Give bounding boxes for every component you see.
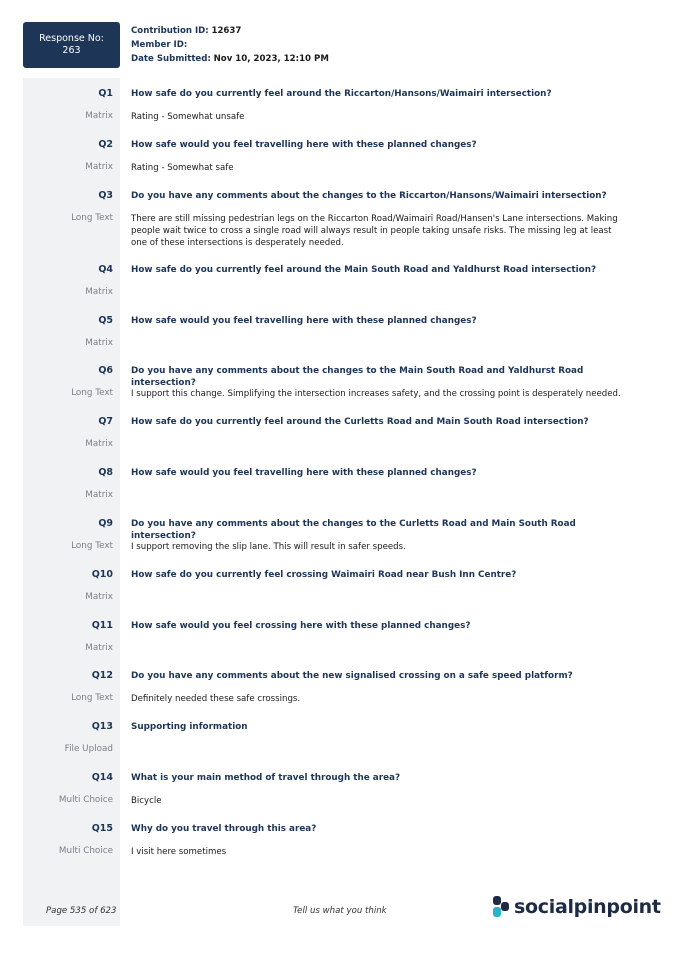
response-label: Response No: <box>39 33 104 44</box>
question-text: Do you have any comments about the changes to the Curletts Road and Main South Road intersection? <box>131 519 576 541</box>
socialpinpoint-logo <box>492 895 661 919</box>
question-number: Q11 <box>91 620 113 631</box>
question-type: Matrix <box>85 111 113 121</box>
question-type: Matrix <box>85 643 113 653</box>
question-number: Q5 <box>98 315 113 326</box>
question-type: Long Text <box>71 213 113 223</box>
question-number: Q3 <box>98 190 113 201</box>
logo-text: socialpinpoint <box>514 896 661 918</box>
question-number: Q2 <box>98 139 113 150</box>
date-submitted: Nov 10, 2023, 12:10 PM <box>213 54 329 64</box>
question-type: Matrix <box>85 490 113 500</box>
question-answer: I support this change. Simplifying the intersection increases safety, and the crossing point is desperately needed. <box>131 389 621 399</box>
question-number: Q15 <box>91 823 113 834</box>
question-text: How safe would you feel travelling here with these planned changes? <box>131 468 477 478</box>
question-text: How safe do you currently feel around the Main South Road and Yaldhurst Road intersection? <box>131 265 597 275</box>
question-number: Q14 <box>91 772 113 783</box>
question-number: Q9 <box>98 518 113 529</box>
response-number-badge <box>23 22 120 68</box>
question-number: Q1 <box>98 88 113 99</box>
date-label: Date Submitted: <box>131 54 211 64</box>
question-text: Do you have any comments about the changes to the Riccarton/Hansons/Waimairi intersection? <box>131 191 607 201</box>
question-number: Q7 <box>98 416 113 427</box>
question-answer: Rating - Somewhat safe <box>131 163 234 173</box>
question-text: How safe would you feel crossing here with these planned changes? <box>131 621 471 631</box>
question-number: Q4 <box>98 264 113 275</box>
question-answer: I support removing the slip lane. This will result in safer speeds. <box>131 542 406 552</box>
question-answer: Bicycle <box>131 796 162 806</box>
question-text: Do you have any comments about the changes to the Main South Road and Yaldhurst Road intersection? <box>131 366 584 388</box>
member-label: Member ID: <box>131 40 188 50</box>
question-answer: Rating - Somewhat unsafe <box>131 112 245 122</box>
page-number: Page 535 of 623 <box>46 906 117 916</box>
response-number: 263 <box>62 45 81 56</box>
question-type: Matrix <box>85 162 113 172</box>
question-answer: Definitely needed these safe crossings. <box>131 694 301 704</box>
question-text: How safe do you currently feel around the Curletts Road and Main South Road intersection? <box>131 417 589 427</box>
question-type: Long Text <box>71 388 113 398</box>
question-type: Matrix <box>85 287 113 297</box>
contribution-label: Contribution ID: <box>131 26 209 36</box>
socialpinpoint-logo-icon <box>492 895 510 919</box>
question-answer: I visit here sometimes <box>131 847 227 857</box>
question-text: What is your main method of travel through the area? <box>131 773 401 783</box>
footer-tagline: Tell us what you think <box>293 906 387 916</box>
question-number: Q10 <box>91 569 113 580</box>
question-answer: There are still missing pedestrian legs on the Riccarton Road/Waimairi Road/Hansen's Lane intersections. Making people wait twice to cross a single road will always result in people taking unsafe risks. The missing leg at least one of these intersections is desperately needed. <box>131 214 618 248</box>
question-type: Long Text <box>71 693 113 703</box>
contribution-id: 12637 <box>211 26 242 36</box>
question-text: How safe do you currently feel crossing Waimairi Road near Bush Inn Centre? <box>131 570 517 580</box>
question-text: How safe would you feel travelling here with these planned changes? <box>131 140 477 150</box>
question-type: Matrix <box>85 592 113 602</box>
question-number: Q13 <box>91 721 113 732</box>
question-type: Long Text <box>71 541 113 551</box>
question-text: How safe would you feel travelling here with these planned changes? <box>131 316 477 326</box>
question-text: Why do you travel through this area? <box>131 824 317 834</box>
question-text: How safe do you currently feel around the Riccarton/Hansons/Waimairi intersection? <box>131 89 552 99</box>
question-text: Do you have any comments about the new signalised crossing on a safe speed platform? <box>131 671 573 681</box>
question-type: File Upload <box>64 744 113 754</box>
question-number: Q8 <box>98 467 113 478</box>
question-number: Q12 <box>91 670 113 681</box>
question-type: Multi Choice <box>58 795 113 805</box>
question-type: Multi Choice <box>58 846 113 856</box>
question-text: Supporting information <box>131 722 248 732</box>
submission-meta <box>131 24 329 66</box>
question-number: Q6 <box>98 365 113 376</box>
question-type: Matrix <box>85 439 113 449</box>
question-type: Matrix <box>85 338 113 348</box>
